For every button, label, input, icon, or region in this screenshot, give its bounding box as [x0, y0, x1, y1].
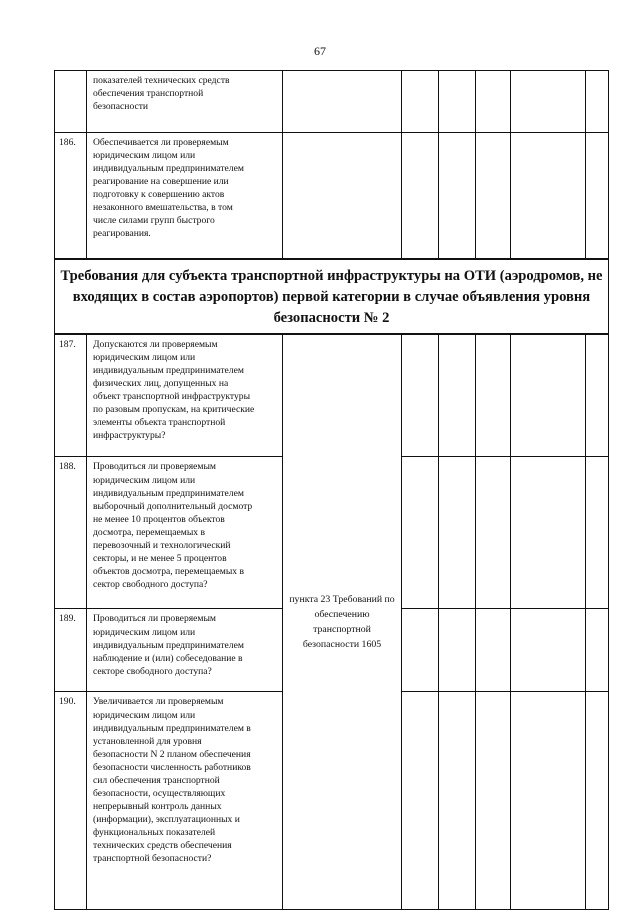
answer-cell	[439, 334, 476, 457]
question-line: индивидуальным предпринимателем в	[93, 722, 251, 734]
question-line: технических средств обеспечения	[93, 839, 232, 851]
table-row	[55, 334, 609, 457]
answer-cell	[439, 71, 476, 133]
question-line: досмотра, перемещаемых в	[93, 526, 206, 538]
question-text	[87, 692, 283, 910]
answer-cell	[511, 692, 586, 910]
answer-cell	[586, 334, 609, 457]
answer-cell	[476, 334, 511, 457]
answer-cell	[439, 457, 476, 609]
question-line: Проводиться ли проверяемым	[93, 613, 216, 625]
question-line: элементы объекта транспортной	[93, 417, 226, 429]
question-line: реагирование на совершение или	[93, 176, 229, 188]
question-line: числе силами групп быстрого	[93, 215, 215, 227]
question-line: объект транспортной инфраструктуры	[93, 391, 251, 403]
answer-cell	[402, 334, 439, 457]
question-line: подготовку к совершению актов	[93, 189, 225, 201]
question-line: (информации), эксплуатационных и	[93, 813, 240, 825]
answer-cell	[402, 133, 439, 259]
question-line: физических лиц, допущенных на	[93, 378, 229, 390]
answer-cell	[439, 133, 476, 259]
question-line: непрерывный контроль данных	[93, 800, 222, 812]
question-line: объектов досмотра, перемещаемых в	[93, 565, 244, 577]
question-line: Допускаются ли проверяемым	[93, 338, 218, 350]
table-row	[55, 133, 609, 259]
section-header-row	[55, 259, 609, 334]
section-title: Требования для субъекта транспортной инфраструктуры на ОТИ (аэродромов, не входящих в состав аэропортов) первой категории в случае объявления уровня безопасности № 2	[55, 259, 609, 334]
question-line: юридическим лицом или	[93, 709, 196, 721]
page-number: 67	[314, 44, 326, 58]
row-number: 187.	[55, 334, 87, 457]
question-line: Увеличивается ли проверяемым	[93, 696, 224, 708]
question-line: реагирования.	[93, 228, 151, 240]
answer-cell	[402, 609, 439, 692]
question-line: функциональных показателей	[93, 826, 216, 838]
question-line: по разовым пропускам, на критические	[93, 404, 255, 416]
question-line: выборочный дополнительный досмотр	[93, 500, 253, 512]
question-line: безопасности, осуществляющих	[93, 787, 226, 799]
question-line: инфраструктуры?	[93, 430, 166, 442]
question-line: Обеспечивается ли проверяемым	[93, 137, 229, 148]
question-line: установленной для уровня	[93, 735, 202, 747]
question-line: не менее 10 процентов объектов	[93, 513, 225, 525]
question-line: показателей технических средств	[93, 75, 230, 86]
answer-cell	[476, 133, 511, 259]
question-text	[87, 334, 283, 457]
question-text	[87, 71, 283, 133]
question-line: юридическим лицом или	[93, 474, 196, 486]
answer-cell	[586, 692, 609, 910]
question-line: индивидуальным предпринимателем	[93, 365, 244, 377]
checklist-table	[54, 70, 609, 910]
answer-cell	[511, 609, 586, 692]
question-line: секторе свободного доступа?	[93, 665, 212, 677]
answer-cell	[402, 457, 439, 609]
answer-cell	[476, 609, 511, 692]
answer-cell	[476, 692, 511, 910]
question-line: юридическим лицом или	[93, 150, 196, 162]
row-number: 189.	[55, 609, 87, 692]
answer-cell	[586, 457, 609, 609]
question-text	[87, 609, 283, 692]
question-line: индивидуальным предпринимателем	[93, 163, 244, 175]
question-text	[87, 133, 283, 259]
question-line: индивидуальным предпринимателем	[93, 487, 244, 499]
question-line: индивидуальным предпринимателем	[93, 639, 244, 651]
question-line: юридическим лицом или	[93, 352, 196, 364]
question-line: сектор свободного доступа?	[93, 578, 208, 590]
answer-cell	[586, 609, 609, 692]
question-line: безопасности численность работников	[93, 761, 251, 773]
table-row	[55, 71, 609, 133]
answer-cell	[511, 457, 586, 609]
question-line: незаконного вмешательства, в том	[93, 202, 233, 214]
answer-cell	[511, 334, 586, 457]
question-line: перевозочный и технологический	[93, 539, 231, 551]
question-line: обеспечения транспортной	[93, 88, 204, 100]
answer-cell	[402, 692, 439, 910]
question-line: безопасности	[93, 101, 149, 113]
question-line: сил обеспечения транспортной	[93, 774, 220, 786]
answer-cell	[511, 133, 586, 259]
question-text	[87, 457, 283, 609]
answer-cell	[476, 71, 511, 133]
answer-cell	[586, 71, 609, 133]
question-line: секторы, и не менее 5 процентов	[93, 552, 227, 564]
question-line: юридическим лицом или	[93, 626, 196, 638]
row-number: 190.	[55, 692, 87, 910]
answer-cell	[439, 692, 476, 910]
answer-cell	[586, 133, 609, 259]
row-number: 186.	[55, 133, 87, 259]
row-number	[55, 71, 87, 133]
answer-cell	[511, 71, 586, 133]
question-line: наблюдение и (или) собеседование в	[93, 652, 243, 664]
row-number: 188.	[55, 457, 87, 609]
answer-cell	[476, 457, 511, 609]
reference-cell	[283, 71, 402, 133]
question-line: Проводиться ли проверяемым	[93, 461, 216, 473]
answer-cell	[439, 609, 476, 692]
reference-cell	[283, 133, 402, 259]
question-line: транспортной безопасности?	[93, 853, 212, 865]
question-line: безопасности N 2 планом обеспечения	[93, 748, 251, 760]
answer-cell	[402, 71, 439, 133]
reference-text: пункта 23 Требований по обеспечению транспортной безопасности 1605	[283, 334, 402, 910]
